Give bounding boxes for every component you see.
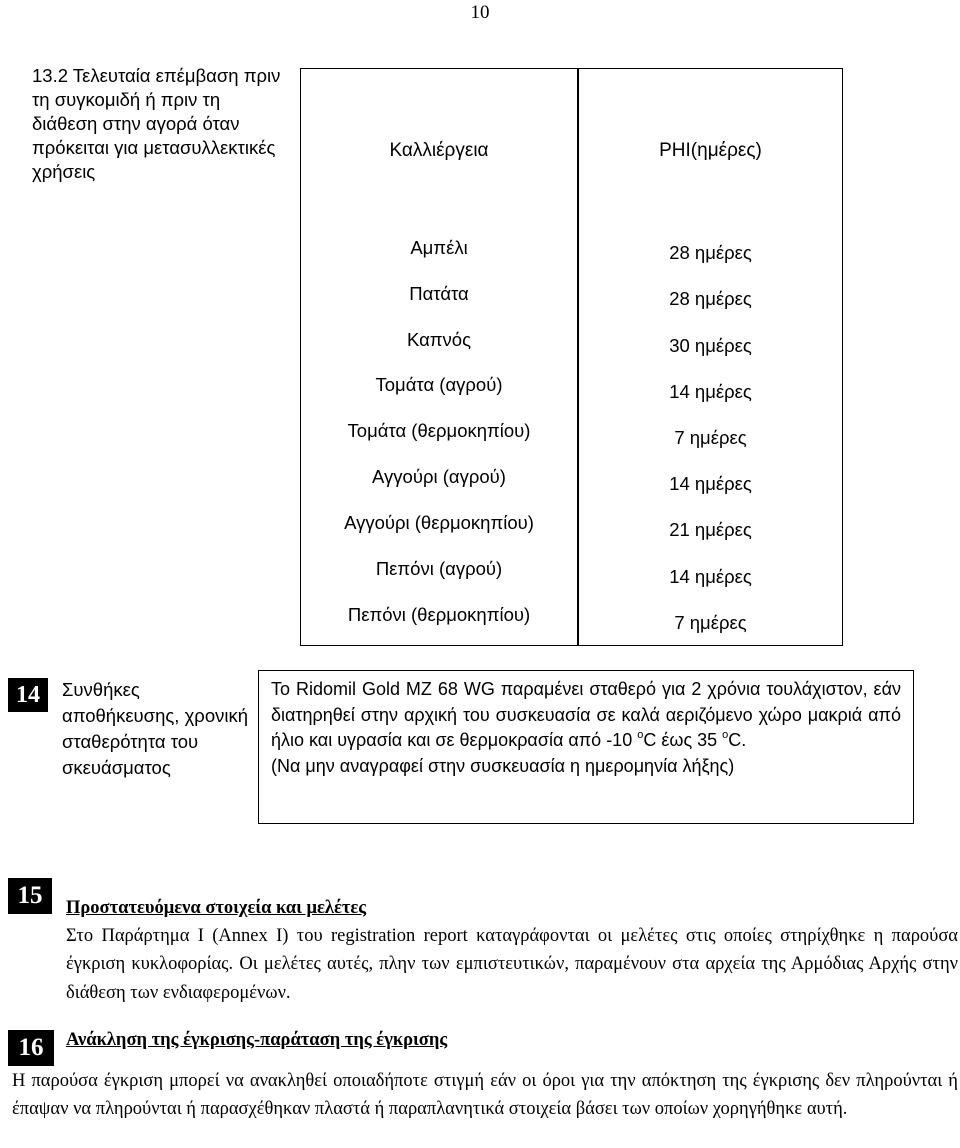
section-15-title: Προστατευόμενα στοιχεία και μελέτες [66, 898, 367, 918]
degree-symbol: ο [722, 729, 729, 742]
section-16-body: Η παρούσα έγκριση μπορεί να ανακληθεί οποιαδήποτε στιγμή εάν οι όροι για την απόκτηση της έγκρισης δεν πληρούνται ή έπαψαν να πληρούνται ή παρασχέθηκαν πλαστά ή παραπλανητικά στοιχεία βάσει των οποίων χορηγήθηκε αυτή. [12, 1071, 958, 1119]
crop-column [300, 68, 578, 646]
phi-column [578, 68, 843, 646]
phi-cell: 7 ημέρες [674, 612, 747, 633]
crop-header: Καλλιέργεια [389, 140, 489, 161]
storage-text-part2: C έως 35 [643, 730, 718, 751]
storage-conditions-box [258, 670, 914, 824]
phi-cell: 14 ημέρες [669, 566, 752, 587]
phi-cell: 7 ημέρες [674, 427, 747, 448]
crop-cell: Πατάτα [409, 283, 469, 304]
storage-text-part3: C. [728, 730, 747, 751]
phi-cell: 28 ημέρες [669, 242, 752, 263]
crop-cell: Καπνός [406, 329, 472, 350]
crop-cell: Τομάτα (θερμοκηπίου) [347, 420, 531, 441]
section-13-2-label: 13.2 Τελευταία επέμβαση πριν τη συγκομιδή ή πριν τη διάθεση στην αγορά όταν πρόκειται για μετασυλλεκτικές χρήσεις [32, 65, 281, 182]
crop-cell: Τομάτα (αγρού) [375, 374, 503, 395]
storage-text-part1: Το Ridomil Gold MZ 68 WG παραμένει σταθερό για 2 χρόνια τουλάχιστον, εάν διατηρηθεί στην αρχική του συσκευασία σε καλά αεριζόμενο χώρο μακριά από ήλιο και υγρασία και σε θερμοκρασία από -10 [271, 679, 901, 751]
section-15-number: 15 [8, 878, 52, 914]
phi-cell: 14 ημέρες [669, 473, 752, 494]
section-16-title: Ανάκληση της έγκρισης-παράταση της έγκρισης [66, 1030, 448, 1050]
crop-cell: Αγγούρι (θερμοκηπίου) [344, 512, 534, 533]
phi-cell: 28 ημέρες [669, 288, 752, 309]
crop-cell: Αμπέλι [410, 237, 468, 258]
page-number: 10 [470, 2, 490, 23]
crop-cell: Πεπόνι (θερμοκηπίου) [347, 604, 531, 625]
crop-cell: Πεπόνι (αγρού) [375, 558, 503, 579]
phi-cell: 14 ημέρες [669, 381, 752, 402]
phi-cell: 30 ημέρες [669, 335, 752, 356]
storage-conditions-text [271, 677, 901, 779]
crop-cell: Αγγούρι (αγρού) [372, 466, 506, 487]
degree-symbol: ο [637, 729, 644, 742]
storage-expiry-note: (Να μην αναγραφεί στην συσκευασία η ημερομηνία λήξης) [271, 755, 735, 776]
section-14-number: 14 [8, 678, 48, 712]
section-14-label: Συνθήκες αποθήκευσης, χρονική σταθερότητα του σκευάσματος [62, 679, 249, 778]
phi-header: PHI(ημέρες) [659, 140, 762, 161]
section-15-body: Στο Παράρτημα Ι (Annex I) του registration report καταγράφονται οι μελέτες στις οποίες στηρίχθηκε η παρούσα έγκριση κυκλοφορίας. Οι μελέτες αυτές, πλην των εμπιστευτικών, παραμένουν στα αρχεία της Αρμόδιας Αρχής στην διάθεση των ενδιαφερομένων. [66, 926, 958, 1003]
phi-cell: 21 ημέρες [669, 519, 752, 540]
section-16-number: 16 [8, 1030, 54, 1066]
